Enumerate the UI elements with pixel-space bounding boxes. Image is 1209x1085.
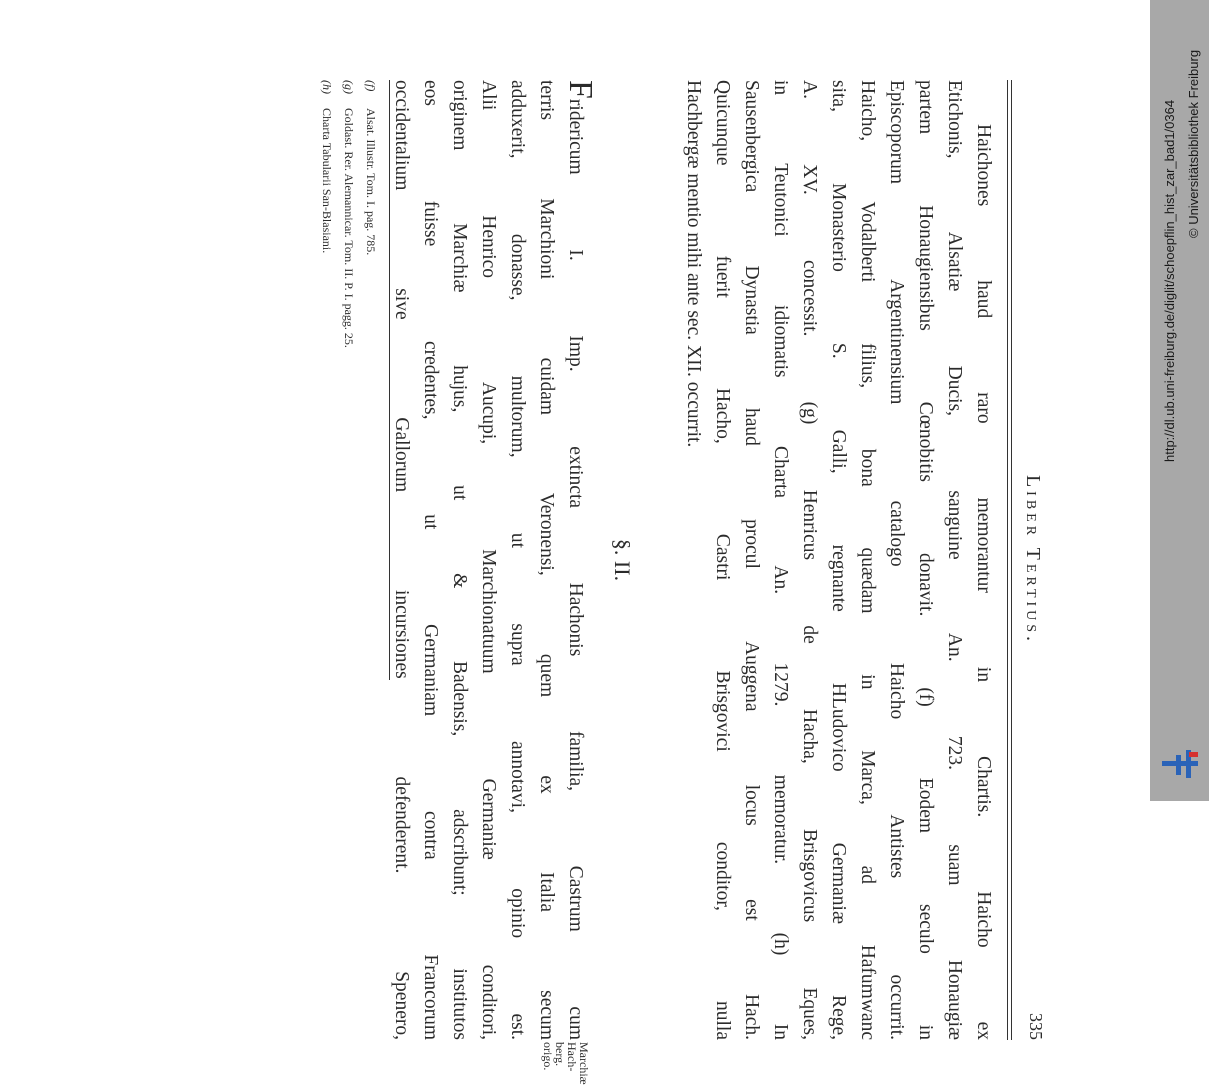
margin-note-line: origo. [541,1042,555,1071]
text-line: Episcoporum Argentinensium catalogo Haicho Antistes occurrit. [886,80,907,1040]
footnote-rule [389,80,390,680]
text-line: terris Marchioni cuidam Veronensi, quem ex Italia secum [536,80,557,1040]
footnote-text: Alsat. Illustr. Tom. I. pag. 785. [364,108,378,256]
text-line: Etichonis, Alsatiæ Ducis, sanguine An. 723. suam Honaugiæ [944,80,965,1040]
margin-note [542,1042,590,1085]
footnote-text: Goldast. Rer. Alemannicar. Tom. II. P. I. pagg. 25. [342,108,356,348]
text-line: sita, Monasterio S. Galli, regnante HLudovico Germaniæ Rege, [828,80,849,1040]
margin-note-line: Marchiæ [577,1042,591,1085]
text-line [561,80,599,1040]
header-rule-bottom [1007,80,1008,1040]
text-line: eos fuisse credentes, ut Germaniam contra Francorum [420,80,441,1040]
page-number: 335 [1026,1013,1046,1040]
drop-cap: F [562,80,599,99]
margin-note-line: berg. [553,1042,567,1067]
footnote [338,80,360,1040]
footnote-mark: (f) [364,80,378,92]
page-header [1010,80,1050,1040]
footnote-mark: (g) [342,80,356,94]
footnote-mark: (h) [320,80,334,94]
text-line: originem Marchiæ hujus, ut & Badensis, adscribunt; institutos [449,80,470,1040]
footnote [360,80,382,1040]
book-page [100,80,1050,1085]
logo-red-mark [1189,752,1198,757]
footnotes [316,80,382,1040]
text-line: Alii Henrico Aucupi, Marchionatuum Germaniæ conditori, [478,80,499,1040]
text-line: in Teutonici idiomatis Charta An. 1279. memoratur. (h) In [770,80,791,1040]
text-line: adduxerit, donasse, multorum, ut supra annotavi, opinio est. [507,80,528,1040]
paragraph-2 [387,80,599,1040]
copyright-notice: © Universitätsbibliothek Freiburg [1186,49,1201,238]
text-line: Haichones haud raro memorantur in Chartis. Haicho ex [973,124,994,1040]
text-line: partem Honaugiensibus Cœnobitis donavit. (f) Eodem seculo in [915,80,936,1040]
text-line: A. XV. concessit. (g) Henricus de Hacha, Brisgovicus Eques, [799,80,820,1040]
text-line: Quicunque fuerit Hacho, Castri Brisgovici conditor, nulla [712,80,733,1040]
section-heading: §. II. [610,538,635,582]
text-line: Hachbergæ mentio mihi ante sec. XII. occurrit. [683,80,704,448]
footnote-text: Charta Tabularii San-Blasiani. [320,108,334,254]
text-line: Haicho, Vodalberti filius, bona quædam in Marca, ad Hafumwanc [857,80,878,1040]
paragraph-1 [679,80,998,1040]
text-line: Sausenbergica Dynastia haud procul Auggena locus est Hach. [741,80,762,1040]
permalink-url[interactable]: http://dl.ub.uni-freiburg.de/diglit/schoepflin_hist_zar_bad1/0364 [1162,99,1177,462]
header-rule-top [1011,80,1012,1040]
text-line: occidentalium sive Gallorum incursiones defenderent. Spenero, [391,80,412,1040]
library-sidebar [1150,0,1209,801]
text-line-rest: ridericum I. Imp. extincta Hachonis familia, Castrum cum [565,98,586,1040]
logo-bar-vertical-short [1176,755,1181,775]
footnote [316,80,338,1040]
ub-freiburg-logo-icon [1160,748,1200,780]
margin-note-line: Hach- [565,1042,579,1072]
running-title: Liber Tertius. [1022,474,1044,646]
